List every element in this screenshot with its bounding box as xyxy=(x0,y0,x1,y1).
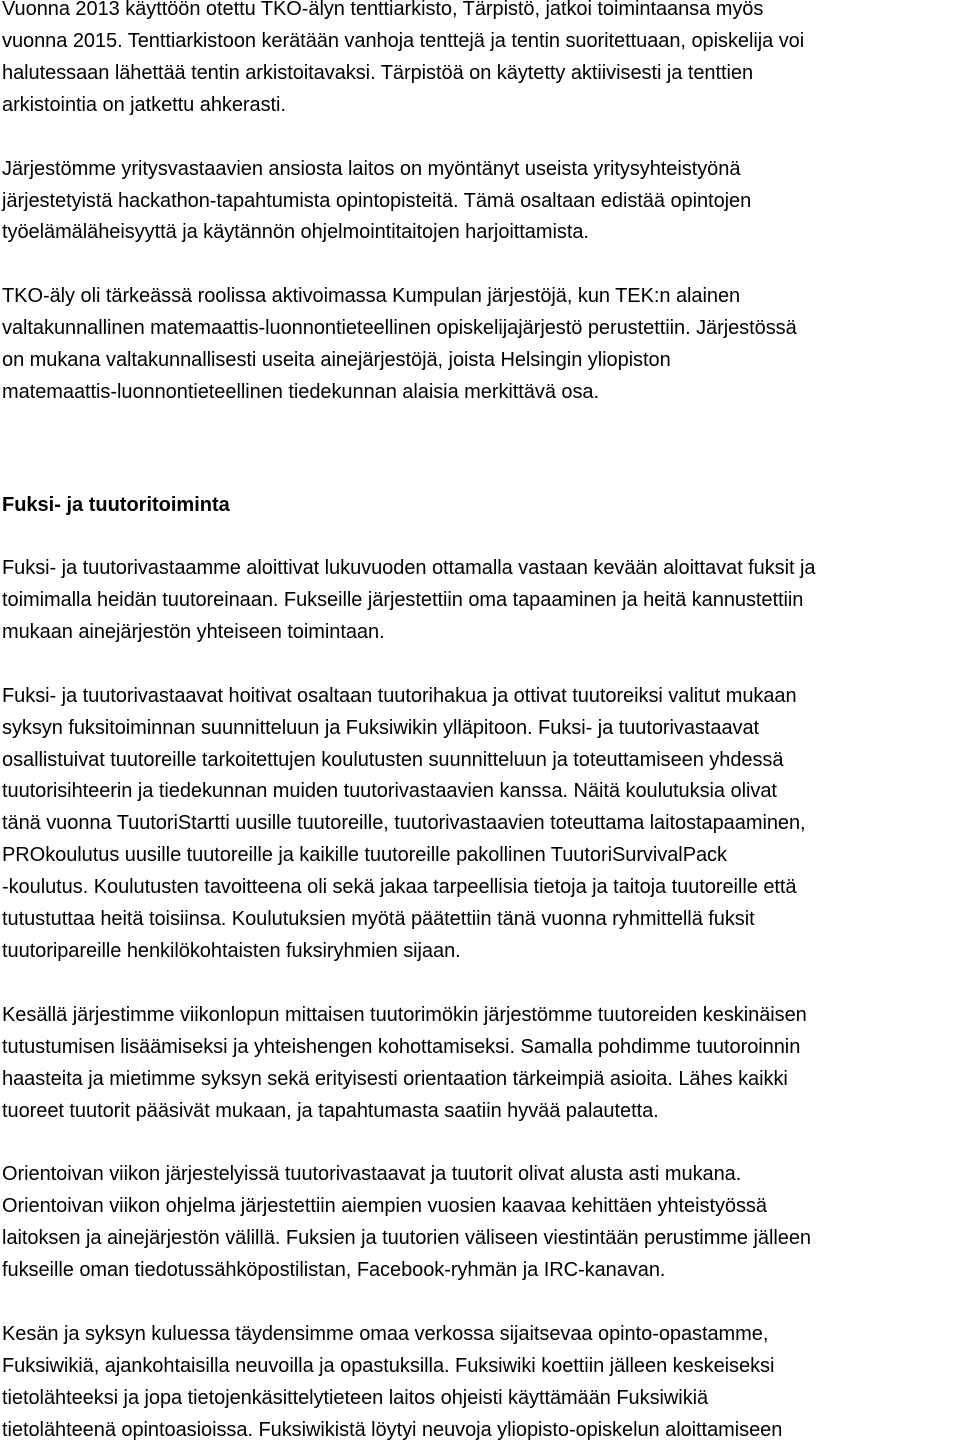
text-line: Kesällä järjestimme viikonlopun mittaisen tuutorimökin järjestömme tuutoreiden keskinäisen xyxy=(2,1003,807,1026)
text-line: tutustumisen lisäämiseksi ja yhteishengen kohottamiseksi. Samalla pohdimme tuutoroinnin xyxy=(2,1035,801,1058)
text-line: Järjestömme yritysvastaavien ansiosta laitos on myöntänyt useista yritysyhteistyönä xyxy=(2,157,741,180)
text-line: on mukana valtakunnallisesti useita ainejärjestöjä, joista Helsingin yliopiston xyxy=(2,349,671,372)
paragraph-spacer xyxy=(2,649,958,681)
paragraph-spacer xyxy=(2,1127,958,1159)
text-line: syksyn fuksitoiminnan suunnitteluun ja Fuksiwikin ylläpitoon. Fuksi- ja tuutorivastaavat xyxy=(2,716,760,739)
text-line: osallistuivat tuutoreille tarkoitettujen koulutusten suunnitteluun ja toteuttamiseen yhdessä xyxy=(2,748,784,771)
paragraph-spacer xyxy=(2,521,958,553)
text-line: vuonna 2015. Tenttiarkistoon kerätään vanhoja tenttejä ja tentin suoritettuaan, opiskelija voi xyxy=(2,29,805,52)
text-line: tänä vuonna TuutoriStartti uusille tuutoreille, tuutorivastaavien toteuttama laitostapaaminen, xyxy=(2,812,806,835)
paragraph-spacer xyxy=(2,968,958,1000)
text-line: haasteita ja mietimme syksyn sekä erityisesti orientaation tärkeimpiä asioita. Lähes kaikki xyxy=(2,1067,788,1090)
text-line: laitoksen ja ainejärjestön välillä. Fuksien ja tuutorien väliseen viestintään perustimme jälleen xyxy=(2,1227,811,1250)
text-line: tuoreet tuutorit pääsivät mukaan, ja tapahtumasta saatiin hyvää palautetta. xyxy=(2,1099,659,1122)
text-line: Kesän ja syksyn kuluessa täydensimme omaa verkossa sijaitsevaa opinto-opastamme, xyxy=(2,1323,769,1346)
paragraph-tuutorimokki xyxy=(2,1000,958,1128)
text-line: valtakunnallinen matemaattis-luonnontieteellinen opiskelijajärjestö perustettiin. Järjestössä xyxy=(2,317,797,340)
text-line: toimimalla heidän tuutoreinaan. Fukseille järjestettiin oma tapaaminen ja heitä kannustettiin xyxy=(2,588,804,611)
text-line: Fuksi- ja tuutorivastaavat hoitivat osaltaan tuutorihakua ja ottivat tuutoreiksi valitut mukaan xyxy=(2,684,797,707)
text-line: Orientoivan viikon ohjelma järjestettiin aiempien vuosien kaavaa kehittäen yhteistyössä xyxy=(2,1195,767,1218)
text-line: -koulutus. Koulutusten tavoitteena oli sekä jakaa tarpeellisia tietoja ja taitoja tuutoreille että xyxy=(2,876,797,899)
text-line: PROkoulutus uusille tuutoreille ja kaikille tuutoreille pakollinen TuutoriSurvivalPack xyxy=(2,844,727,867)
paragraph-orientoiva-viikko xyxy=(2,1159,958,1287)
text-line: Fuksi- ja tuutorivastaamme aloittivat lukuvuoden ottamalla vastaan kevään aloittavat fuksit ja xyxy=(2,556,816,579)
text-line: fukseille oman tiedotussähköpostilistan, Facebook-ryhmän ja IRC-kanavan. xyxy=(2,1259,666,1282)
text-line: tuutoripareille henkilökohtaisten fuksiryhmien sijaan. xyxy=(2,939,461,962)
text-line: tutustuttaa heitä toisiinsa. Koulutuksien myötä päätettiin tänä vuonna ryhmittellä fuksit xyxy=(2,908,755,931)
text-line: tietolähteeksi ja jopa tietojenkäsittelytieteen laitos ohjeisti käyttämään Fuksiwikiä xyxy=(2,1386,709,1409)
section-heading: Fuksi- ja tuutoritoiminta xyxy=(2,493,230,516)
text-line: halutessaan lähettää tentin arkistoitavaksi. Tärpistöä on käytetty aktiivisesti ja tenttien xyxy=(2,61,754,84)
text-line: matemaattis-luonnontieteellinen tiedekunnan alaisia merkittävä osa. xyxy=(2,381,600,404)
text-line: järjestetyistä hackathon-tapahtumista opintopisteitä. Tämä osaltaan edistää opintojen xyxy=(2,189,752,212)
paragraph-spacer xyxy=(2,1287,958,1319)
text-line: arkistointia on jatkettu ahkerasti. xyxy=(2,93,286,116)
paragraph-fuksit xyxy=(2,553,958,649)
paragraph-fuksiwiki xyxy=(2,1319,958,1447)
text-line: Fuksiwikiä, ajankohtaisilla neuvoilla ja opastuksilla. Fuksiwiki koettiin jälleen keskeiseksi xyxy=(2,1355,775,1377)
text-line: tietolähteenä opintoasioissa. Fuksiwikistä löytyi neuvoja yliopisto-opiskelun aloittamiseen xyxy=(2,1418,783,1441)
text-line: Vuonna 2013 käyttöön otettu TKO-älyn tenttiarkisto, Tärpistö, jatkoi toimintaansa myös xyxy=(2,0,764,20)
text-line: Orientoivan viikon järjestelyissä tuutorivastaavat ja tuutorit olivat alusta asti mukana. xyxy=(2,1163,742,1186)
text-line: TKO-äly oli tärkeässä roolissa aktivoimassa Kumpulan järjestöjä, kun TEK:n alainen xyxy=(2,285,741,308)
text-line: työelämäläheisyyttä ja käytännön ohjelmointitaitojen harjoittamista. xyxy=(2,221,589,244)
paragraph-tenttiarkisto xyxy=(2,0,958,122)
paragraph-jarjesto xyxy=(2,281,958,409)
section-spacer xyxy=(2,409,958,457)
text-line: mukaan ainejärjestön yhteiseen toimintaan. xyxy=(2,620,385,643)
paragraph-spacer xyxy=(2,122,958,154)
text-line: tuutorisihteerin ja tiedekunnan muiden tuutorivastaavien kanssa. Näitä koulutuksia olivat xyxy=(2,780,777,803)
document-page xyxy=(2,0,958,1447)
paragraph-tuutorihaku xyxy=(2,681,958,968)
paragraph-hackathon xyxy=(2,154,958,250)
section-spacer xyxy=(2,457,958,489)
paragraph-spacer xyxy=(2,249,958,281)
